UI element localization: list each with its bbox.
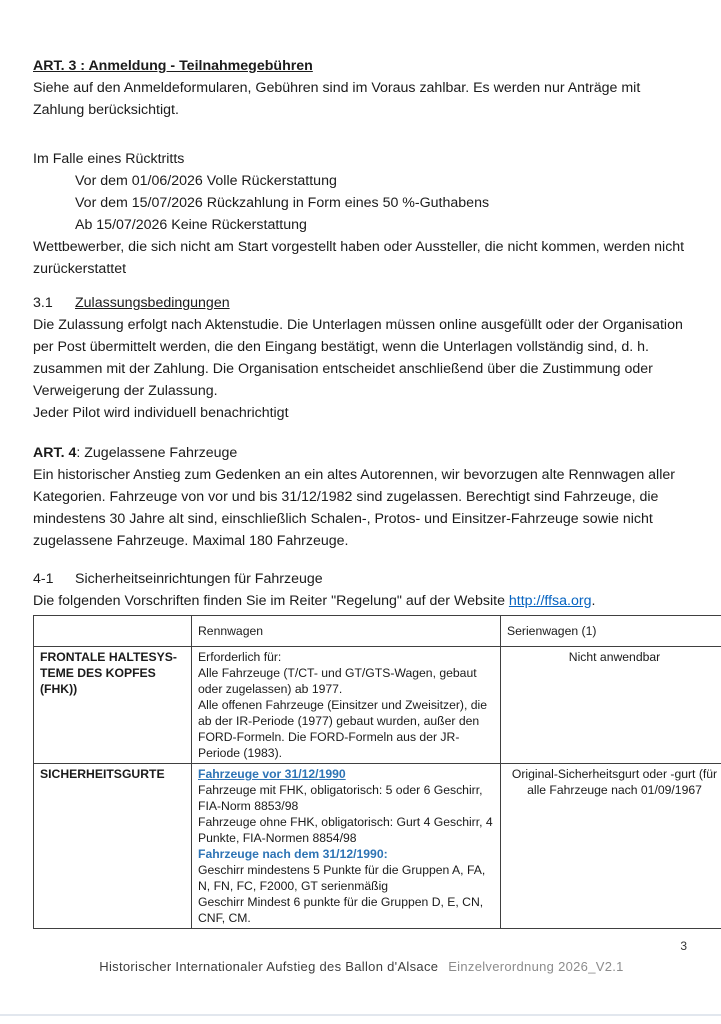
section-title: Zulassungsbedingungen xyxy=(75,295,230,311)
gurte-rennwagen-cell xyxy=(192,764,501,929)
header-cell-serienwagen: Serienwagen (1) xyxy=(501,616,721,647)
table-header-row xyxy=(34,616,721,647)
cell-line: Fahrzeuge ohne FHK, obligatorisch: Gurt 4 Geschirr, 4 Punkte, FIA-Normen 8854/98 xyxy=(198,815,493,845)
header-cell-rennwagen: Rennwagen xyxy=(192,616,501,647)
withdrawal-item: Vor dem 01/06/2026 Volle Rückerstattung xyxy=(75,173,337,189)
withdrawal-item: Ab 15/07/2026 Keine Rückerstattung xyxy=(75,217,307,233)
intro-text: Die folgenden Vorschriften finden Sie im Reiter "Regelung" auf der Website xyxy=(33,593,509,609)
art3-intro: Siehe auf den Anmeldeformularen, Gebühren sind im Voraus zahlbar. Es werden nur Anträge mit Zahlung berücksichtigt. xyxy=(33,80,641,118)
cell-line: Geschirr mindestens 5 Punkte für die Gruppen A, FA, N, FN, FC, F2000, GT serienmäßig xyxy=(198,863,486,893)
header-cell-empty xyxy=(34,616,192,647)
section-31-heading xyxy=(33,292,690,314)
table-row xyxy=(34,764,721,929)
section-41-intro xyxy=(33,590,690,612)
vehicles-after-1990-heading: Fahrzeuge nach dem 31/12/1990: xyxy=(198,847,388,861)
page-bottom-edge xyxy=(0,1014,721,1016)
row-label-fhk: FRONTALE HALTESYS-TEME DES KOPFES (FHK)) xyxy=(34,647,192,764)
art4-title-rest: : Zugelassene Fahrzeuge xyxy=(76,445,238,461)
intro-period: . xyxy=(591,593,596,609)
cell-line: Erforderlich für: xyxy=(198,650,282,664)
ffsa-link[interactable]: http://ffsa.org xyxy=(508,593,592,609)
section-31-note: Jeder Pilot wird individuell benachrichtigt xyxy=(33,405,289,421)
page-number: 3 xyxy=(680,939,687,953)
art3-title: ART. 3 : Anmeldung - Teilnahmegebühren xyxy=(33,58,313,74)
cell-line: Fahrzeuge mit FHK, obligatorisch: 5 oder 6 Geschirr, FIA-Norm 8853/98 xyxy=(198,783,483,813)
row-label-gurte: SICHERHEITSGURTE xyxy=(34,764,192,929)
gurte-serienwagen-cell: Original-Sicherheitsgurt oder -gurt (für alle Fahrzeuge nach 01/09/1967 xyxy=(501,764,721,929)
fhk-serienwagen-cell: Nicht anwendbar xyxy=(501,647,721,764)
cell-line: Alle offenen Fahrzeuge (Einsitzer und Zweisitzer), die ab der IR-Periode (1977) gebaut wurden, außer den FORD-Formeln. Die FORD-Formeln aus der JR-Periode (1983). xyxy=(198,698,488,760)
art4-title-bold: ART. 4 xyxy=(33,445,77,461)
fhk-rennwagen-cell xyxy=(192,647,501,764)
page-footer xyxy=(33,959,690,974)
withdrawal-list xyxy=(33,170,690,236)
safety-equipment-table xyxy=(33,615,721,929)
section-number: 4-1 xyxy=(33,571,54,587)
cell-line: Alle Fahrzeuge (T/CT- und GT/GTS-Wagen, gebaut oder zugelassen) ab 1977. xyxy=(198,666,477,696)
section-title: Sicherheitseinrichtungen für Fahrzeuge xyxy=(75,571,323,587)
vehicles-before-1990-link[interactable]: Fahrzeuge vor 31/12/1990 xyxy=(198,767,346,781)
table-row xyxy=(34,647,721,764)
footer-version: Einzelverordnung 2026_V2.1 xyxy=(448,959,624,974)
cell-line: Geschirr Mindest 6 punkte für die Gruppen D, E, CN, CNF, CM. xyxy=(198,895,484,925)
footer-event-title: Historischer Internationaler Aufstieg des Ballon d'Alsace xyxy=(99,959,439,974)
withdrawal-heading: Im Falle eines Rücktritts xyxy=(33,151,185,167)
art4-body: Ein historischer Anstieg zum Gedenken an ein altes Autorennen, wir bevorzugen alte Rennwagen aller Kategorien. Fahrzeuge von vor und bis 31/12/1982 sind zugelassen. Berechtigt sind Fahrzeuge, die mindestens 30 Jahre alt sind, einschließlich Schalen-, Protos- und Einsitzer-Fahrzeuge sowie nicht zugelassene Fahrzeuge. Maximal 180 Fahrzeuge. xyxy=(33,467,675,549)
art4-title xyxy=(33,442,690,464)
section-31-body: Die Zulassung erfolgt nach Aktenstudie. Die Unterlagen müssen online ausgefüllt oder der Organisation per Post übermittelt werden, die den Eingang bestätigt, wenn die Unterlagen vollständig sind, d. h. zusammen mit der Zahlung. Die Organisation entscheidet anschließend über die Zustimmung oder Verweigerung der Zulassung. xyxy=(33,317,683,399)
withdrawal-item: Vor dem 15/07/2026 Rückzahlung in Form eines 50 %-Guthabens xyxy=(75,195,490,211)
section-41-heading xyxy=(33,568,690,590)
withdrawal-note: Wettbewerber, die sich nicht am Start vorgestellt haben oder Aussteller, die nicht kommen, werden nicht zurückerstattet xyxy=(33,239,685,277)
section-number: 3.1 xyxy=(33,295,53,311)
